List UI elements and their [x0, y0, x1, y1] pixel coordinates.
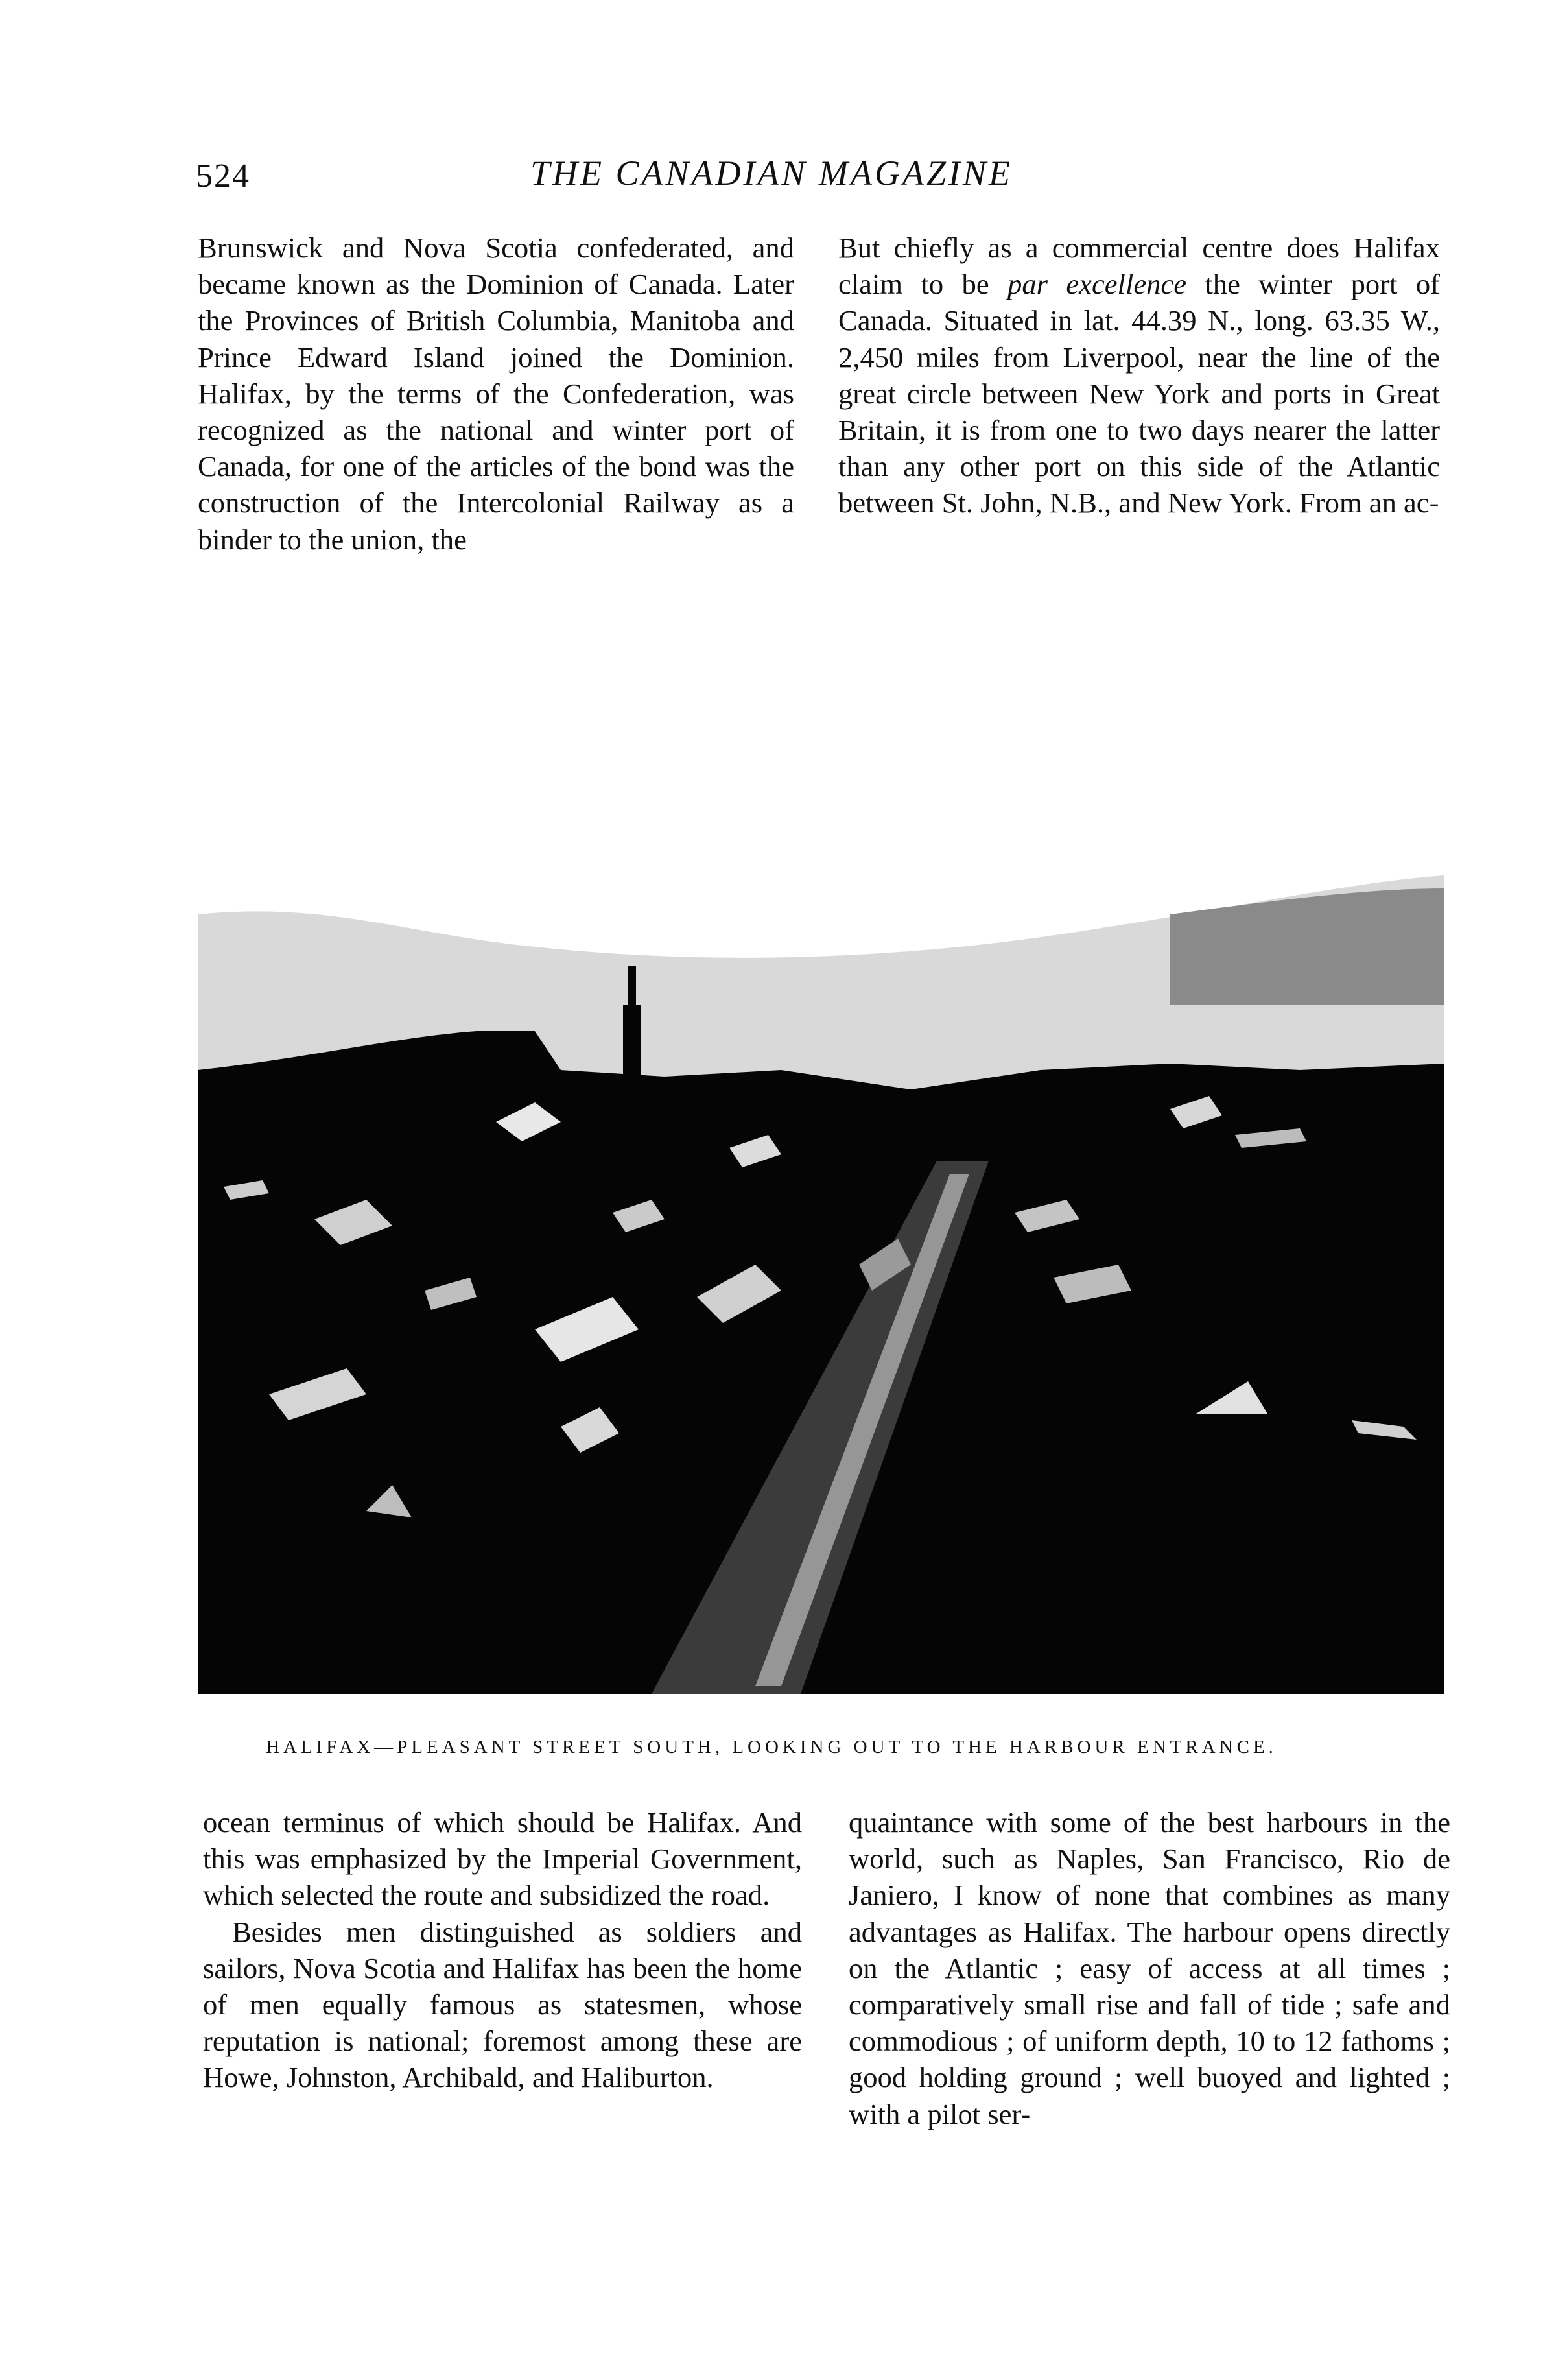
column-bottom-left [203, 1804, 802, 2096]
paragraph: Besides men distinguished as soldiers and sailors, Nova Scotia and Halifax has been the home of men equally famous as statesmen, whose reputation is national; foremost among these are Howe, Johnston, Archibald, and Haliburton. [203, 1915, 802, 2094]
paragraph: Brunswick and Nova Scotia confederated, and became known as the Dominion of Canada. Later the Provinces of British Columbia, Manitoba and Prince Edward Island joined the Dominion. Halifax, by the terms of the Confederation, was recognized as the national and winter port of Canada, for one of the articles of the bond was the construction of the Intercolonial Railway as a binder to the union, the [198, 232, 794, 556]
italic-phrase: par excellence [1007, 268, 1187, 301]
paragraph: ocean terminus of which should be Halifax. And this was emphasized by the Imperial Government, which selected the route and subsidized the road. [203, 1806, 802, 1912]
paragraph: quaintance with some of the best harbours in the world, such as Naples, San Francisco, Rio de Janiero, I know of none that combines as many advantages as Halifax. The harbour opens directly on the Atlantic ; easy of access at all times ; comparatively small rise and fall of tide ; safe and commodious ; of uniform depth, 10 to 12 fathoms ; good holding ground ; well buoyed and lighted ; with a pilot ser- [849, 1806, 1450, 2130]
running-head: THE CANADIAN MAGAZINE [530, 154, 1013, 193]
photograph-illustration [198, 875, 1444, 1694]
column-bottom-right [849, 1804, 1450, 2132]
paragraph [838, 230, 1440, 521]
column-top-right [838, 230, 1440, 521]
paragraph-text: But chiefly as a commercial centre does Halifax claim to be [838, 232, 1440, 301]
paragraph-text: the winter port of Canada. Situated in lat. 44.39 N., long. 63.35 W., 2,450 miles from Liverpool, near the line of the great circle between New York and ports in Great Britain, it is from one to two days nearer the latter than any other port on this side of the Atlantic between St. John, N.B., and New York. From an ac- [838, 268, 1440, 519]
halifax-street-photograph [198, 875, 1444, 1694]
column-top-left [198, 230, 794, 558]
figure-caption: HALIFAX—PLEASANT STREET SOUTH, LOOKING OUT TO THE HARBOUR ENTRANCE. [266, 1737, 1277, 1757]
page-number: 524 [196, 158, 250, 195]
